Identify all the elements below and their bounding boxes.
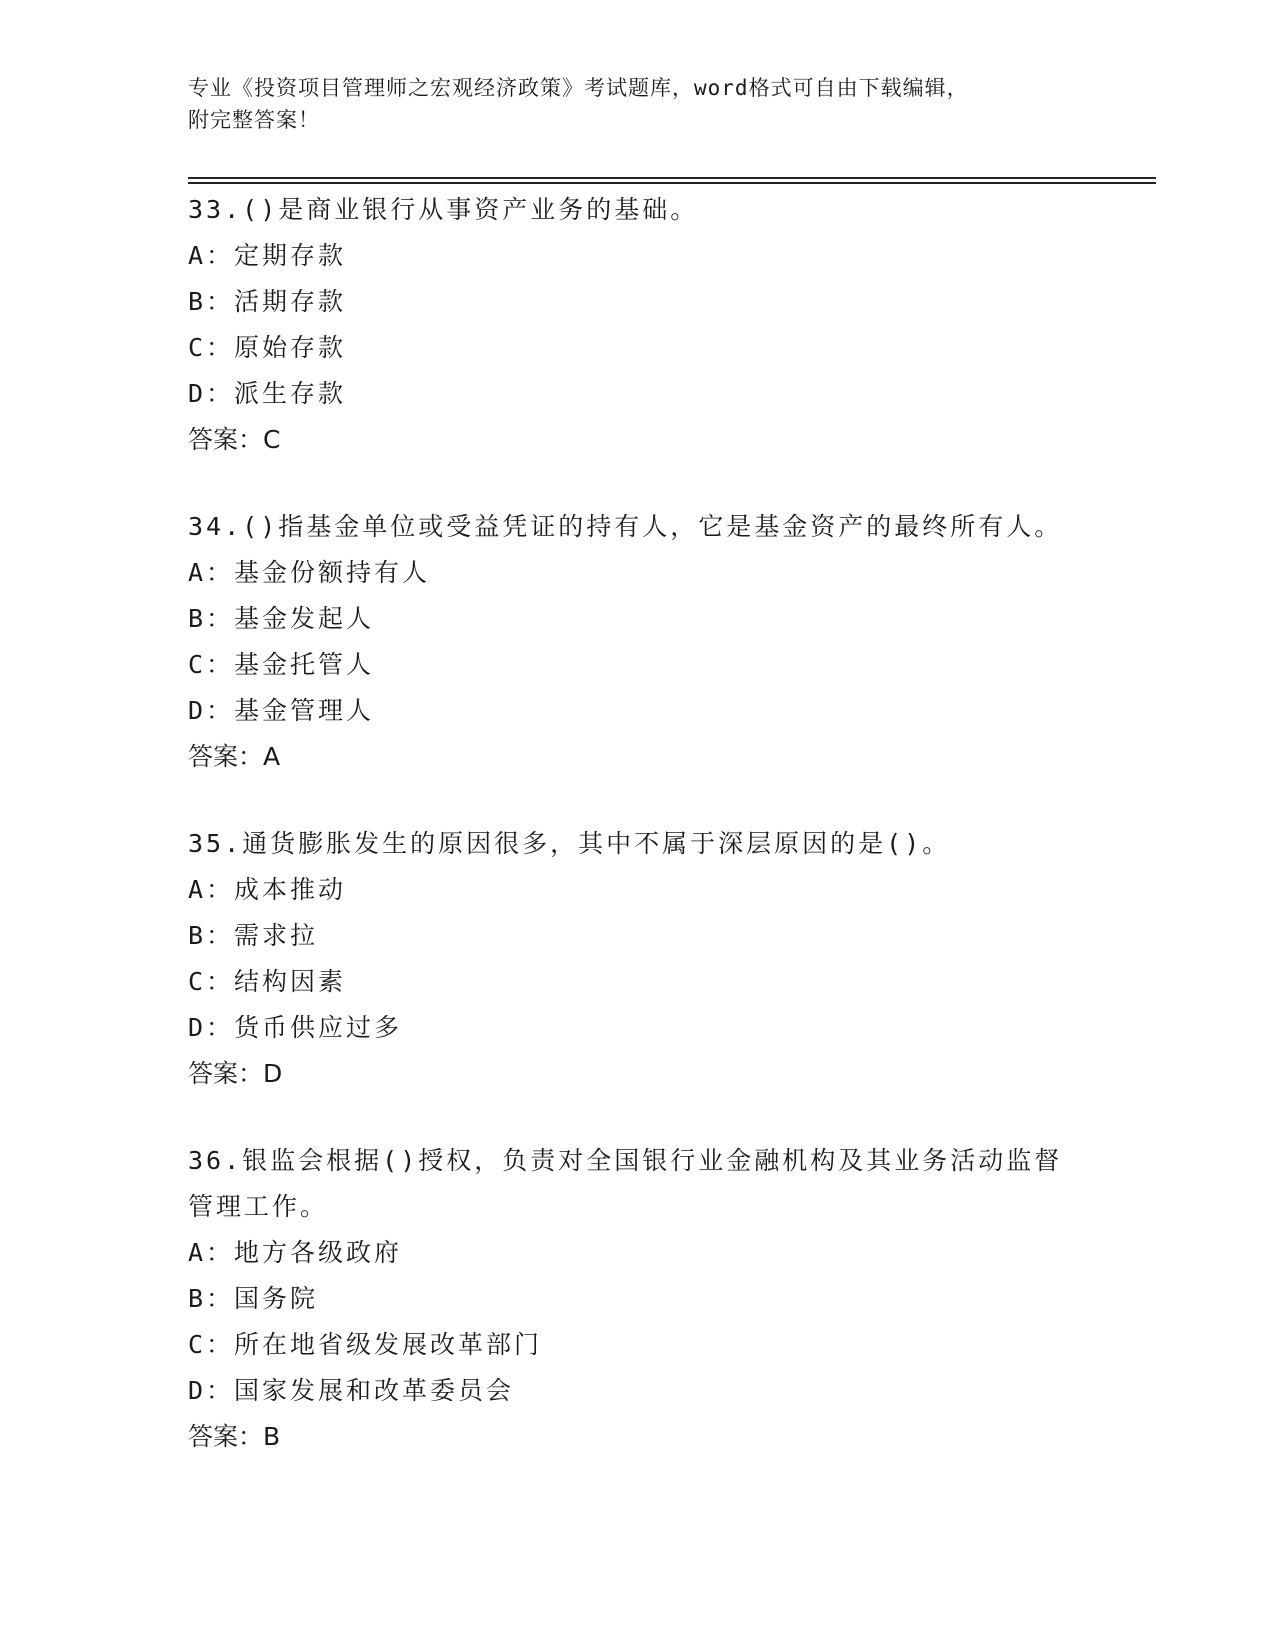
header-line-2: 附完整答案！ <box>188 108 320 132</box>
question-stem-line-2: 管理工作。 <box>188 1192 329 1221</box>
option-c: C：原始存款 <box>188 333 347 362</box>
option-a: A：定期存款 <box>188 241 347 270</box>
question-33 <box>188 187 1088 463</box>
option-d: D：货币供应过多 <box>188 1013 403 1042</box>
answer-line: 答案：C <box>188 425 281 454</box>
answer-line: 答案：B <box>188 1422 281 1451</box>
question-stem: 35.通货膨胀发生的原因很多，其中不属于深层原因的是()。 <box>188 829 951 858</box>
option-b: B：基金发起人 <box>188 604 375 633</box>
header-divider-top <box>188 177 1156 179</box>
option-c: C：基金托管人 <box>188 650 375 679</box>
header-line-1: 专业《投资项目管理师之宏观经济政策》考试题库，word格式可自由下载编辑， <box>188 76 969 100</box>
answer-line: 答案：A <box>188 742 281 771</box>
question-stem: 33.()是商业银行从事资产业务的基础。 <box>188 195 699 224</box>
option-b: B：活期存款 <box>188 287 347 316</box>
question-stem-line-1: 36.银监会根据()授权，负责对全国银行业金融机构及其业务活动监督 <box>188 1146 1063 1175</box>
question-35 <box>188 821 1088 1097</box>
question-34 <box>188 504 1088 780</box>
option-a: A：基金份额持有人 <box>188 558 431 587</box>
option-b: B：国务院 <box>188 1284 319 1313</box>
answer-line: 答案：D <box>188 1059 283 1088</box>
option-a: A：成本推动 <box>188 875 347 904</box>
header-divider-bottom <box>188 182 1156 184</box>
question-stem: 34.()指基金单位或受益凭证的持有人，它是基金资产的最终所有人。 <box>188 512 1063 541</box>
option-a: A：地方各级政府 <box>188 1238 403 1267</box>
option-c: C：结构因素 <box>188 967 347 996</box>
option-d: D：派生存款 <box>188 379 347 408</box>
option-d: D：基金管理人 <box>188 696 375 725</box>
question-36 <box>188 1138 1088 1460</box>
option-b: B：需求拉 <box>188 921 319 950</box>
option-d: D：国家发展和改革委员会 <box>188 1376 515 1405</box>
document-header <box>188 72 1088 136</box>
option-c: C：所在地省级发展改革部门 <box>188 1330 543 1359</box>
